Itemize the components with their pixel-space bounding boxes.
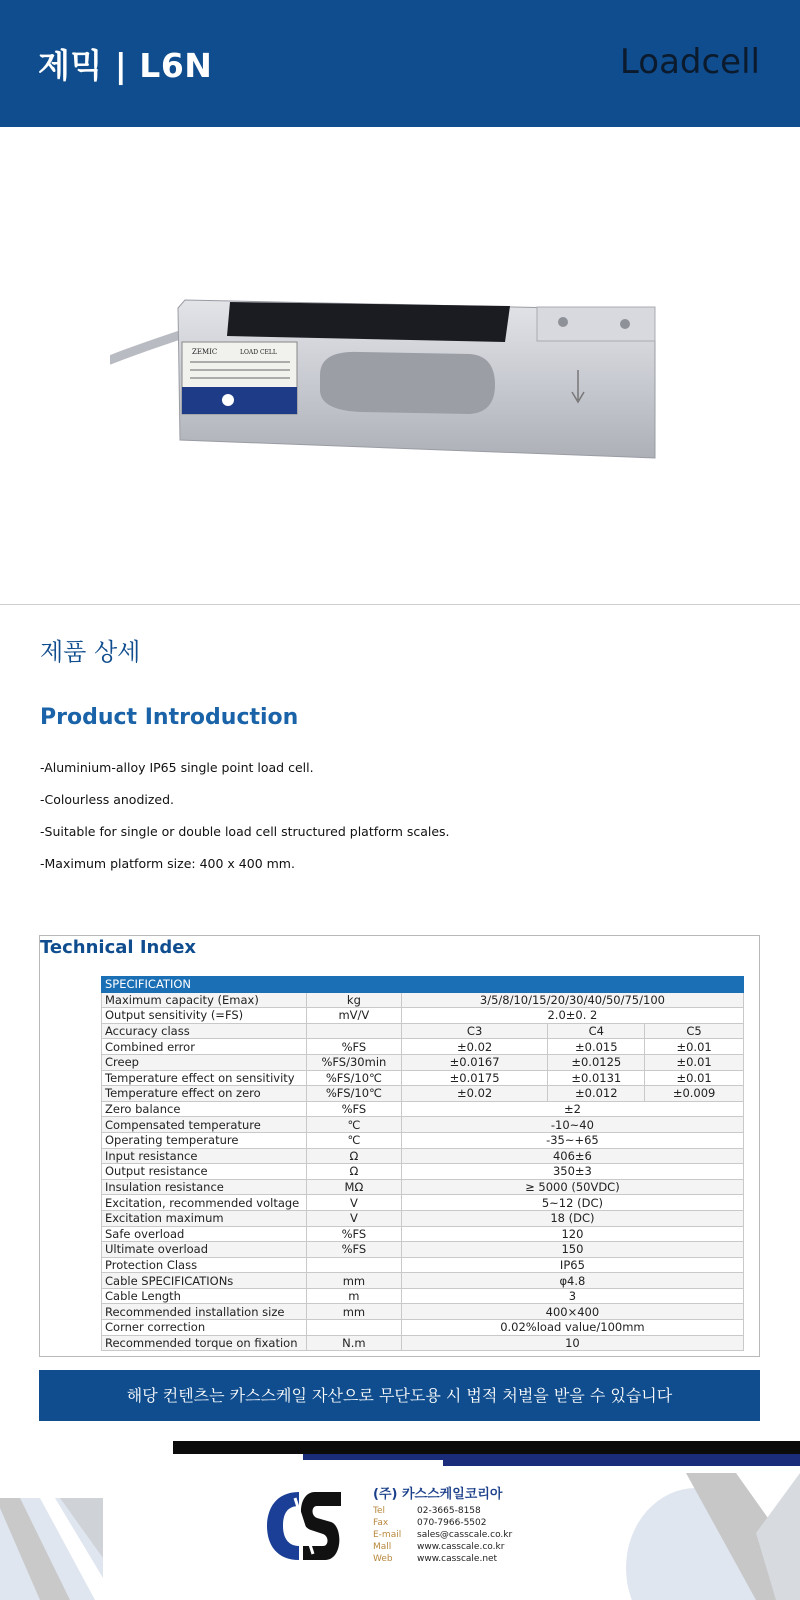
spec-cell: -35~+65 <box>401 1132 743 1148</box>
spec-cell: C3 <box>401 1023 548 1039</box>
spec-row <box>102 1320 744 1336</box>
spec-row <box>102 1117 744 1133</box>
product-brand-title: 제믹 | L6N <box>38 46 213 85</box>
spec-cell: MΩ <box>306 1179 401 1195</box>
spec-cell: ±0.02 <box>401 1039 548 1055</box>
spec-cell: 18 (DC) <box>401 1210 743 1226</box>
spec-cell: C5 <box>645 1023 744 1039</box>
spec-row <box>102 1023 744 1039</box>
spec-cell: Corner correction <box>102 1320 307 1336</box>
spec-row <box>102 1335 744 1351</box>
intro-item: -Colourless anodized. <box>40 792 175 807</box>
spec-row <box>102 1195 744 1211</box>
spec-cell: Compensated temperature <box>102 1117 307 1133</box>
spec-cell: Cable SPECIFICATIONs <box>102 1273 307 1289</box>
contact-row-mall <box>373 1541 512 1553</box>
spec-cell: ±0.01 <box>645 1039 744 1055</box>
spec-row <box>102 1226 744 1242</box>
spec-cell: Combined error <box>102 1039 307 1055</box>
spec-row <box>102 1288 744 1304</box>
specification-header: SPECIFICATION <box>102 977 744 993</box>
section-divider <box>0 604 800 605</box>
contact-value: www.casscale.co.kr <box>417 1542 505 1552</box>
spec-cell: Recommended installation size <box>102 1304 307 1320</box>
spec-cell: ±0.01 <box>645 1054 744 1070</box>
contact-info <box>373 1505 512 1565</box>
spec-row <box>102 1273 744 1289</box>
spec-cell: Safe overload <box>102 1226 307 1242</box>
spec-cell: C4 <box>548 1023 645 1039</box>
spec-cell: Operating temperature <box>102 1132 307 1148</box>
spec-cell: 350±3 <box>401 1164 743 1180</box>
spec-row <box>102 1148 744 1164</box>
spec-cell: Input resistance <box>102 1148 307 1164</box>
spec-cell: Insulation resistance <box>102 1179 307 1195</box>
spec-cell: ±0.012 <box>548 1086 645 1102</box>
contact-label: Web <box>373 1554 393 1564</box>
spec-cell: Recommended torque on fixation <box>102 1335 307 1351</box>
loadcell-product-image <box>110 290 670 470</box>
spec-cell <box>306 1257 401 1273</box>
spec-cell: Output resistance <box>102 1164 307 1180</box>
spec-cell: %FS/10℃ <box>306 1086 401 1102</box>
spec-cell: mm <box>306 1304 401 1320</box>
contact-value: www.casscale.net <box>417 1554 498 1564</box>
specification-table <box>101 976 744 1351</box>
spec-cell: 3/5/8/10/15/20/30/40/50/75/100 <box>401 992 743 1008</box>
spec-cell: N.m <box>306 1335 401 1351</box>
technical-index-title: Technical Index <box>40 937 197 958</box>
contact-row-fax <box>373 1517 512 1529</box>
contact-row-email <box>373 1529 512 1541</box>
spec-row <box>102 1164 744 1180</box>
spec-cell: %FS <box>306 1226 401 1242</box>
spec-cell: 10 <box>401 1335 743 1351</box>
spec-cell: -10~40 <box>401 1117 743 1133</box>
spec-cell: %FS/10℃ <box>306 1070 401 1086</box>
product-category: Loadcell <box>619 42 760 82</box>
spec-cell: ≥ 5000 (50VDC) <box>401 1179 743 1195</box>
spec-cell: Accuracy class <box>102 1023 307 1039</box>
contact-label: E-mail <box>373 1530 402 1540</box>
spec-row <box>102 1304 744 1320</box>
spec-cell: m <box>306 1288 401 1304</box>
section-title-english: Product Introduction <box>40 705 299 730</box>
spec-row <box>102 1070 744 1086</box>
spec-cell: 400×400 <box>401 1304 743 1320</box>
contact-row-web <box>373 1553 512 1565</box>
contact-value: 070-7966-5502 <box>417 1518 487 1528</box>
spec-cell: Excitation maximum <box>102 1210 307 1226</box>
spec-cell: Protection Class <box>102 1257 307 1273</box>
label-brand-text: ZEMIC <box>192 348 218 356</box>
spec-cell: Temperature effect on sensitivity <box>102 1070 307 1086</box>
decorative-pattern-right <box>626 1473 800 1600</box>
technical-index-panel <box>39 935 760 1357</box>
spec-cell: Ultimate overload <box>102 1242 307 1258</box>
spec-row <box>102 1257 744 1273</box>
spec-cell: Excitation, recommended voltage <box>102 1195 307 1211</box>
intro-item: -Maximum platform size: 400 x 400 mm. <box>40 856 295 871</box>
decorative-pattern-left <box>0 1498 103 1600</box>
contact-row-tel <box>373 1505 512 1517</box>
spec-cell: ℃ <box>306 1117 401 1133</box>
footer-stripe <box>443 1460 800 1466</box>
spec-cell: ±0.01 <box>645 1070 744 1086</box>
spec-cell: %FS/30min <box>306 1054 401 1070</box>
casscale-logo-icon <box>265 1490 343 1562</box>
specification-header-row <box>102 977 744 993</box>
spec-cell: 150 <box>401 1242 743 1258</box>
spec-cell: 2.0±0. 2 <box>401 1008 743 1024</box>
spec-cell: IP65 <box>401 1257 743 1273</box>
spec-cell: Ω <box>306 1148 401 1164</box>
spec-cell: Temperature effect on zero <box>102 1086 307 1102</box>
spec-cell: mm <box>306 1273 401 1289</box>
spec-cell: Cable Length <box>102 1288 307 1304</box>
spec-cell: kg <box>306 992 401 1008</box>
spec-row <box>102 1179 744 1195</box>
spec-cell: ±0.015 <box>548 1039 645 1055</box>
intro-item: -Aluminium-alloy IP65 single point load cell. <box>40 760 314 775</box>
spec-cell: ±2 <box>401 1101 743 1117</box>
spec-cell: ±0.0175 <box>401 1070 548 1086</box>
contact-label: Mall <box>373 1542 392 1552</box>
label-title-text: LOAD CELL <box>240 349 277 356</box>
spec-row <box>102 1101 744 1117</box>
contact-value: 02-3665-8158 <box>417 1506 481 1516</box>
company-name: (주) 카스스케일코리아 <box>373 1487 503 1502</box>
spec-cell: V <box>306 1210 401 1226</box>
spec-cell: Ω <box>306 1164 401 1180</box>
copyright-notice-banner: 해당 컨텐츠는 카스스케일 자산으로 무단도용 시 법적 처벌을 받을 수 있습니다 <box>39 1370 760 1421</box>
spec-cell <box>306 1023 401 1039</box>
spec-cell: ±0.0131 <box>548 1070 645 1086</box>
section-title-korean: 제품 상세 <box>40 638 141 666</box>
spec-cell: V <box>306 1195 401 1211</box>
spec-row <box>102 992 744 1008</box>
page-header <box>0 0 800 127</box>
spec-row <box>102 1132 744 1148</box>
spec-cell: ±0.0167 <box>401 1054 548 1070</box>
spec-cell: %FS <box>306 1101 401 1117</box>
spec-cell: 0.02%load value/100mm <box>401 1320 743 1336</box>
spec-cell: %FS <box>306 1039 401 1055</box>
spec-row <box>102 1054 744 1070</box>
spec-row <box>102 1210 744 1226</box>
spec-cell <box>306 1320 401 1336</box>
spec-row <box>102 1039 744 1055</box>
footer-stripe <box>173 1441 800 1454</box>
spec-cell: ℃ <box>306 1132 401 1148</box>
spec-cell: ±0.02 <box>401 1086 548 1102</box>
spec-cell: Zero balance <box>102 1101 307 1117</box>
product-introduction-list <box>40 760 760 888</box>
contact-label: Tel <box>373 1506 386 1516</box>
contact-label: Fax <box>373 1518 389 1528</box>
spec-row <box>102 1242 744 1258</box>
spec-cell: φ4.8 <box>401 1273 743 1289</box>
spec-cell: %FS <box>306 1242 401 1258</box>
spec-row <box>102 1086 744 1102</box>
spec-cell: 3 <box>401 1288 743 1304</box>
spec-cell: mV/V <box>306 1008 401 1024</box>
spec-cell: ±0.0125 <box>548 1054 645 1070</box>
spec-cell: 120 <box>401 1226 743 1242</box>
spec-row <box>102 1008 744 1024</box>
intro-item: -Suitable for single or double load cell structured platform scales. <box>40 824 450 839</box>
spec-cell: Output sensitivity (=FS) <box>102 1008 307 1024</box>
spec-cell: Maximum capacity (Emax) <box>102 992 307 1008</box>
contact-value: sales@casscale.co.kr <box>417 1530 513 1540</box>
spec-cell: 5~12 (DC) <box>401 1195 743 1211</box>
spec-cell: 406±6 <box>401 1148 743 1164</box>
spec-cell: Creep <box>102 1054 307 1070</box>
spec-cell: ±0.009 <box>645 1086 744 1102</box>
